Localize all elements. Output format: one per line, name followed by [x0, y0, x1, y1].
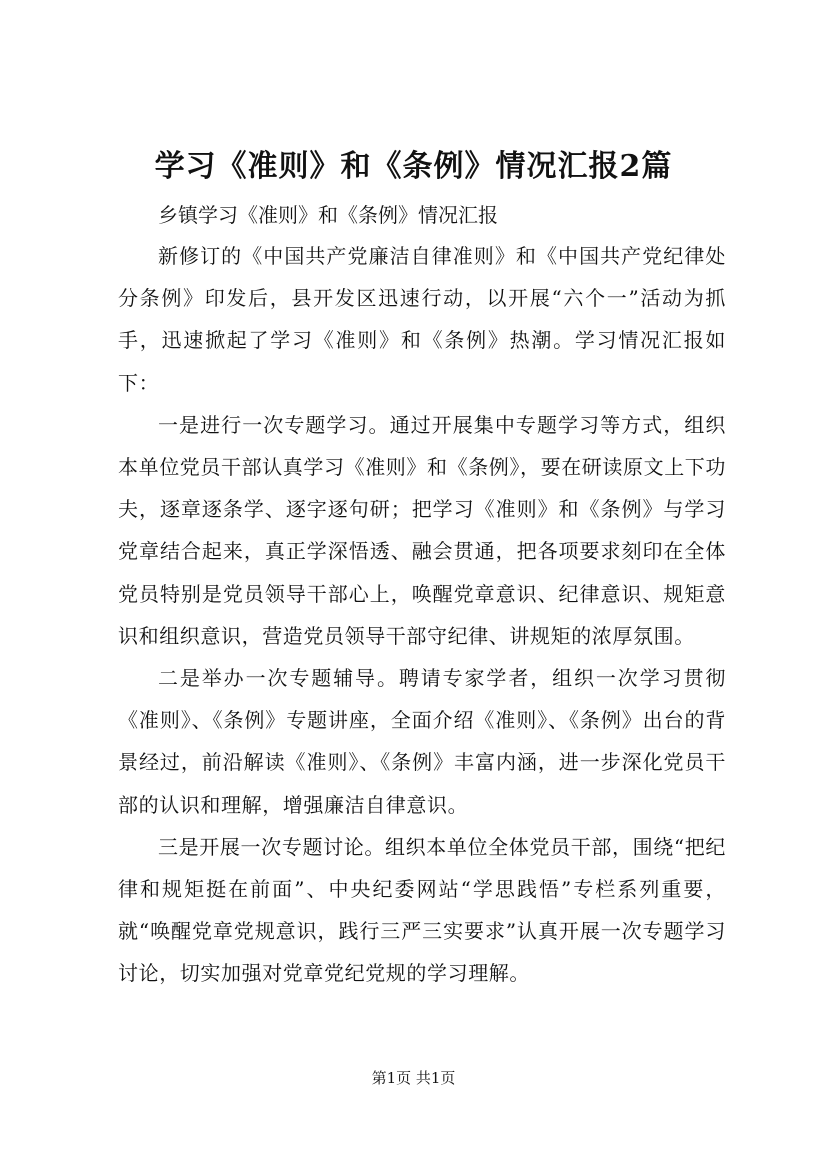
page-number-footer: 第1页 共1页: [371, 1069, 456, 1087]
document-subtitle: 乡镇学习《准则》和《条例》情况汇报: [158, 203, 498, 227]
paragraph-discussion: 三是开展一次专题讨论。组织本单位全体党员干部，围绕“把纪律和规矩挺在前面”、中央纪委网站“学思践悟”专栏系列重要，就“唤醒党章党规意识，践行三严三实要求”认真开展一次专题学习讨论，切实加强对党章党纪党规的学习理解。: [118, 834, 726, 986]
paragraph-intro: 新修订的《中国共产党廉洁自律准则》和《中国共产党纪律处分条例》印发后，县开发区迅速行动，以开展“六个一”活动为抓手，迅速掀起了学习《准则》和《条例》热潮。学习情况汇报如下：: [118, 244, 726, 395]
document-title: 学习《准则》和《条例》情况汇报2篇: [154, 149, 673, 184]
paragraph-study: 一是进行一次专题学习。通过开展集中专题学习等方式，组织本单位党员干部认真学习《准则》和《条例》，要在研读原文上下功夫，逐章逐条学、逐字逐句研；把学习《准则》和《条例》与学习党章结合起来，真正学深悟透、融会贯通，把各项要求刻印在全体党员特别是党员领导干部心上，唤醒党章意识、纪律意识、规矩意识和组织意识，营造党员领导干部守纪律、讲规矩的浓厚氛围。: [118, 412, 726, 648]
document-body: [118, 235, 726, 995]
paragraph-lecture: 二是举办一次专题辅导。聘请专家学者，组织一次学习贯彻《准则》、《条例》专题讲座，全面介绍《准则》、《条例》出台的背景经过，前沿解读《准则》、《条例》丰富内涵，进一步深化党员干部的认识和理解，增强廉洁自律意识。: [118, 666, 726, 817]
